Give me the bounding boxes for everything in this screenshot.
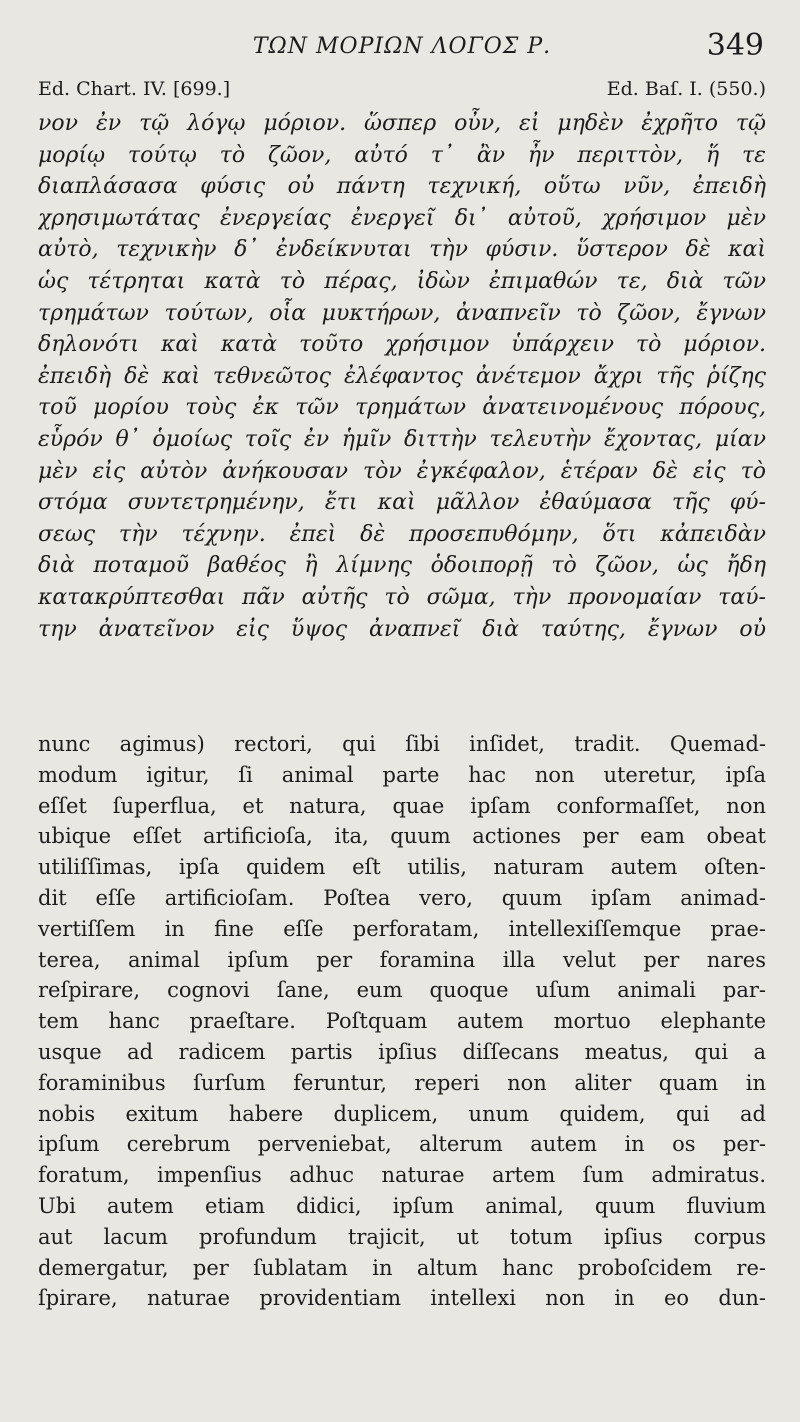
greek-line: χρησιμωτάτας ἐνεργείας ἐνεργεῖ δι᾽ αὐτοῦ, χρήσιμον μὲν <box>38 205 766 231</box>
latin-line: ubique eſſet artificioſa, ita, quum actiones per eam obeat <box>38 824 766 849</box>
latin-line: dit eſſe artificioſam. Poſtea vero, quum ipſam animad- <box>38 885 766 910</box>
greek-line: εὗρόν θ᾽ ὁμοίως τοῖς ἐν ἡμῖν διττὴν τελευτὴν ἔχοντας, μίαν <box>38 426 766 452</box>
latin-text <box>38 729 766 1314</box>
latin-line: aut lacum profundum trajicit, ut totum ipſius corpus <box>38 1224 766 1249</box>
greek-line: τοῦ μορίου τοὺς ἐκ τῶν τρημάτων ἀνατεινομένους πόρους, <box>38 395 766 421</box>
greek-line: διαπλάσασα φύσις οὐ πάντη τεχνική, οὕτω νῦν, ἐπειδὴ <box>38 174 766 200</box>
latin-line: foraminibus ſurſum feruntur, reperi non aliter quam in <box>38 1070 766 1095</box>
latin-line: utiliſſimas, ipſa quidem eſt utilis, naturam autem oſten- <box>38 855 766 880</box>
edition-chartier: Ed. Chart. IV. [699.] <box>38 78 231 100</box>
greek-line: αὐτὸ, τεχνικὴν δ᾽ ἐνδείκνυται τὴν φύσιν. ὕστερον δὲ καὶ <box>38 237 766 263</box>
latin-line: nunc agimus) rectori, qui ſibi inſidet, tradit. Quemad- <box>38 732 766 756</box>
latin-line: terea, animal ipſum per foramina illa velut per nares <box>38 947 766 972</box>
greek-line: σεως τὴν τέχνην. ἐπεὶ δὲ προσεπυθόμην, ὅτι κἀπειδὰν <box>38 521 766 547</box>
latin-line: modum igitur, ſi animal parte hac non uteretur, ipſa <box>38 762 766 787</box>
greek-line: κατακρύπτεσθαι πᾶν αὐτῆς τὸ σῶμα, τὴν προνομαίαν ταύ- <box>38 584 766 610</box>
edition-references <box>38 78 766 106</box>
greek-line: μὲν εἰς αὐτὸν ἀνήκουσαν τὸν ἐγκέφαλον, ἑτέραν δὲ εἰς τὸ <box>38 458 766 484</box>
greek-line: την ἀνατεῖνον εἰς ὕψος ἀναπνεῖ διὰ ταύτης, ἔγνων οὐ <box>38 616 766 642</box>
latin-line: Ubi autem etiam didici, ipſum animal, quum fluvium <box>38 1193 766 1218</box>
edition-basel: Ed. Baſ. I. (550.) <box>606 78 766 100</box>
greek-line: δηλονότι καὶ κατὰ τοῦτο χρήσιμον ὑπάρχειν τὸ μόριον. <box>38 332 766 358</box>
greek-line: στόμα συντετρημένην, ἔτι καὶ μᾶλλον ἐθαύμασα τῆς φύ- <box>38 490 766 516</box>
latin-line: ipſum cerebrum perveniebat, alterum autem in os per- <box>38 1132 766 1157</box>
latin-line: usque ad radicem partis ipſius diſſecans meatus, qui a <box>38 1039 766 1064</box>
running-title: ΤΩΝ ΜΟΡΙΩΝ ΛΟΓΟΣ Ρ. <box>252 34 552 59</box>
latin-line: demergatur, per ſublatam in altum hanc proboſcidem re- <box>38 1255 766 1280</box>
latin-line: eſſet ſuperflua, et natura, quae ipſam conformaſſet, non <box>38 793 766 818</box>
greek-text <box>38 108 766 645</box>
latin-line: foratum, impenſius adhuc naturae artem ſum admiratus. <box>38 1163 766 1188</box>
latin-line: vertiſſem in fine eſſe perforatam, intellexiſſemque prae- <box>38 916 766 941</box>
greek-line: ἐπειδὴ δὲ καὶ τεθνεῶτος ἐλέφαντος ἀνέτεμον ἄχρι τῆς ῥίζης <box>38 363 766 389</box>
latin-line: ſpirare, naturae providentiam intellexi non in eo dun- <box>38 1286 766 1311</box>
latin-line: nobis exitum habere duplicem, unum quidem, qui ad <box>38 1101 766 1126</box>
greek-line: ὡς τέτρηται κατὰ τὸ πέρας, ἰδὼν ἐπιμαθών τε, διὰ τῶν <box>38 268 766 294</box>
greek-line: τρημάτων τούτων, οἷα μυκτήρων, ἀναπνεῖν τὸ ζῶον, ἔγνων <box>38 300 766 326</box>
latin-line: tem hanc praeſtare. Poſtquam autem mortuo elephante <box>38 1009 766 1034</box>
greek-line: διὰ ποταμοῦ βαθέος ἢ λίμνης ὁδοιπορῇ τὸ ζῶον, ὡς ἤδη <box>38 553 766 579</box>
latin-line: reſpirare, cognovi ſane, eum quoque uſum animali par- <box>38 978 766 1003</box>
greek-line: νον ἐν τῷ λόγῳ μόριον. ὥσπερ οὖν, εἰ μηδὲν ἐχρῆτο τῷ <box>38 111 766 136</box>
running-head <box>38 28 766 68</box>
greek-line: μορίῳ τούτῳ τὸ ζῶον, αὐτό τ᾽ ἂν ἦν περιττὸν, ἥ τε <box>38 142 766 168</box>
page-number: 349 <box>706 28 764 63</box>
